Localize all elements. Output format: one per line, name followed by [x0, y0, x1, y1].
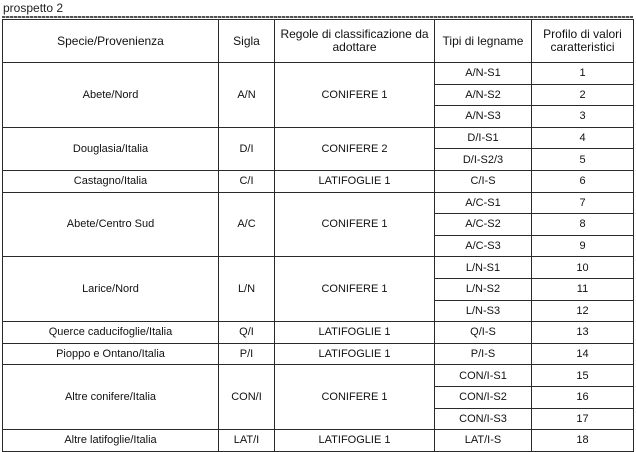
- header-types: Tipi di legname: [435, 20, 532, 63]
- species-cell: Larice/Nord: [3, 257, 219, 322]
- profile-cell: 11: [532, 278, 634, 300]
- wood-type-cell: A/N-S1: [435, 63, 532, 85]
- table-caption: prospetto 2: [3, 1, 64, 15]
- wood-type-cell: CON/I-S1: [435, 365, 532, 387]
- profile-cell: 3: [532, 106, 634, 128]
- table-row: [3, 63, 634, 85]
- profile-cell: 6: [532, 170, 634, 192]
- wood-type-cell: L/N-S2: [435, 278, 532, 300]
- profile-cell: 4: [532, 127, 634, 149]
- wood-type-cell: C/I-S: [435, 170, 532, 192]
- table-body: [3, 63, 634, 452]
- profile-cell: 18: [532, 430, 634, 452]
- table-row: [3, 365, 634, 387]
- species-cell: Querce caducifoglie/Italia: [3, 322, 219, 344]
- wood-type-cell: A/C-S3: [435, 235, 532, 257]
- wood-type-cell: CON/I-S3: [435, 408, 532, 430]
- species-cell: Douglasia/Italia: [3, 127, 219, 170]
- wood-type-cell: Q/I-S: [435, 322, 532, 344]
- sigla-cell: C/I: [219, 170, 275, 192]
- profile-cell: 14: [532, 343, 634, 365]
- wood-type-cell: D/I-S1: [435, 127, 532, 149]
- wood-type-cell: LAT/I-S: [435, 430, 532, 452]
- wood-type-cell: L/N-S3: [435, 300, 532, 322]
- rule-cell: CONIFERE 1: [275, 365, 435, 430]
- sigla-cell: D/I: [219, 127, 275, 170]
- rule-cell: CONIFERE 2: [275, 127, 435, 170]
- profile-cell: 15: [532, 365, 634, 387]
- rule-cell: LATIFOGLIE 1: [275, 430, 435, 452]
- sigla-cell: P/I: [219, 343, 275, 365]
- table-row: [3, 343, 634, 365]
- profile-cell: 5: [532, 149, 634, 171]
- table-row: [3, 322, 634, 344]
- rule-cell: CONIFERE 1: [275, 63, 435, 128]
- table-row: [3, 192, 634, 214]
- sigla-cell: A/N: [219, 63, 275, 128]
- profile-cell: 17: [532, 408, 634, 430]
- profile-cell: 8: [532, 214, 634, 236]
- wood-type-cell: A/N-S3: [435, 106, 532, 128]
- header-row: [3, 20, 634, 63]
- header-species: Specie/Provenienza: [3, 20, 219, 63]
- wood-type-cell: D/I-S2/3: [435, 149, 532, 171]
- species-cell: Abete/Nord: [3, 63, 219, 128]
- classification-table: [2, 19, 634, 452]
- wood-type-cell: CON/I-S2: [435, 386, 532, 408]
- profile-cell: 9: [532, 235, 634, 257]
- wood-type-cell: A/C-S1: [435, 192, 532, 214]
- sigla-cell: LAT/I: [219, 430, 275, 452]
- profile-cell: 10: [532, 257, 634, 279]
- species-cell: Altre latifoglie/Italia: [3, 430, 219, 452]
- species-cell: Castagno/Italia: [3, 170, 219, 192]
- rule-cell: CONIFERE 1: [275, 257, 435, 322]
- profile-cell: 12: [532, 300, 634, 322]
- sigla-cell: L/N: [219, 257, 275, 322]
- profile-cell: 7: [532, 192, 634, 214]
- table-row: [3, 170, 634, 192]
- caption-divider: [2, 16, 633, 18]
- header-profile: Profilo di valori caratteristici: [532, 20, 634, 63]
- header-sigla: Sigla: [219, 20, 275, 63]
- wood-type-cell: A/C-S2: [435, 214, 532, 236]
- profile-cell: 2: [532, 84, 634, 106]
- species-cell: Altre conifere/Italia: [3, 365, 219, 430]
- table-row: [3, 430, 634, 452]
- wood-type-cell: L/N-S1: [435, 257, 532, 279]
- header-rules: Regole di classificazione da adottare: [275, 20, 435, 63]
- sigla-cell: Q/I: [219, 322, 275, 344]
- profile-cell: 13: [532, 322, 634, 344]
- profile-cell: 1: [532, 63, 634, 85]
- species-cell: Abete/Centro Sud: [3, 192, 219, 257]
- rule-cell: LATIFOGLIE 1: [275, 322, 435, 344]
- rule-cell: LATIFOGLIE 1: [275, 170, 435, 192]
- rule-cell: CONIFERE 1: [275, 192, 435, 257]
- profile-cell: 16: [532, 386, 634, 408]
- table-row: [3, 127, 634, 149]
- wood-type-cell: P/I-S: [435, 343, 532, 365]
- sigla-cell: A/C: [219, 192, 275, 257]
- rule-cell: LATIFOGLIE 1: [275, 343, 435, 365]
- species-cell: Pioppo e Ontano/Italia: [3, 343, 219, 365]
- table-row: [3, 257, 634, 279]
- sigla-cell: CON/I: [219, 365, 275, 430]
- wood-type-cell: A/N-S2: [435, 84, 532, 106]
